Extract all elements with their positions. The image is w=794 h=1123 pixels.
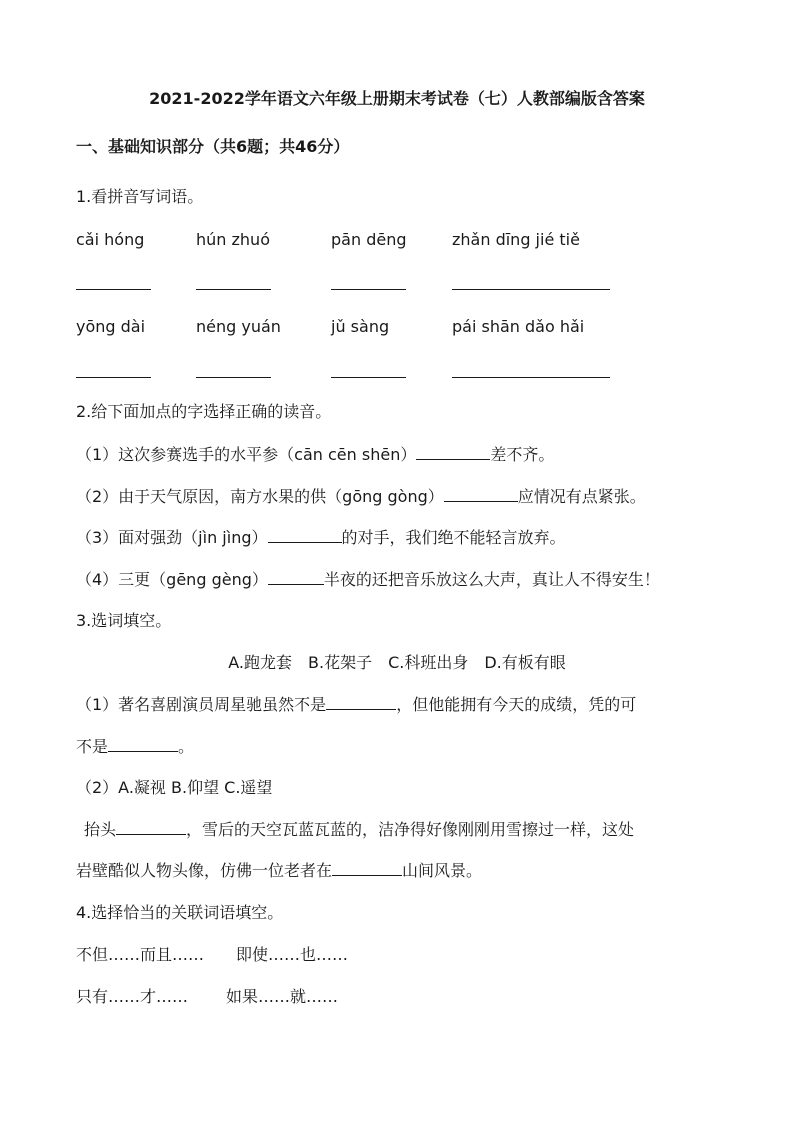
q2-item-4 [76,569,660,591]
q3-item-2-line-2 [76,860,482,882]
q2-item-1-text-a: （1）这次参赛选手的水平参（cān cēn shēn） [76,445,417,464]
pinyin-6: néng yuán [196,317,281,336]
q2-item-1 [76,444,554,466]
q2-item-3-text-b: 的对手，我们绝不能轻言放弃。 [341,528,566,547]
answer-blank-4[interactable] [452,289,610,290]
q2-blank-2[interactable] [444,487,518,502]
pinyin-5: yōng dài [76,317,146,336]
q2-item-4-text-a: （4）三更（gēng gèng） [76,570,268,589]
q4-pair-4: 如果……就…… [226,987,339,1006]
answer-blank-6[interactable] [196,377,271,378]
q3-item-1-line-2 [76,736,194,758]
q2-item-1-text-b: 差不齐。 [490,445,555,464]
q3-item-1-text-d: 。 [178,737,195,756]
q2-item-2 [76,486,646,508]
answer-blank-5[interactable] [76,377,151,378]
pinyin-3: pān dēng [331,230,407,249]
q4-pair-3: 只有……才…… [76,987,189,1006]
q2-item-4-text-b: 半夜的还把音乐放这么大声，真让人不得安生！ [323,570,660,589]
q3-item-1-text-b: ，但他能拥有今天的成绩，凭的可 [396,695,637,714]
q2-item-3-text-a: （3）面对强劲（jìn jìng） [76,528,268,547]
q3-item-1-line-1 [76,694,636,716]
q4-pair-2: 即使……也…… [236,945,349,964]
q2-blank-3[interactable] [268,528,342,543]
q2-item-2-text-a: （2）由于天气原因，南方水果的供（gōng gòng） [76,487,444,506]
q3-item-2-text-a: 抬头 [84,820,117,839]
q3-item-2-header: （2）A.凝视 B.仰望 C.遥望 [76,778,273,797]
q2-blank-4[interactable] [268,570,324,585]
q2-blank-1[interactable] [416,445,490,460]
answer-blank-8[interactable] [452,377,610,378]
answer-blank-7[interactable] [331,377,406,378]
pinyin-1: cǎi hóng [76,230,145,249]
q3-item-1-text-c: 不是 [76,737,109,756]
q4-prompt: 4.选择恰当的关联词语填空。 [76,903,284,922]
page-title: 2021-2022学年语文六年级上册期末考试卷（七）人教部编版含答案 [149,89,645,108]
q3-blank-2[interactable] [108,737,178,752]
q3-item-2-line-1 [84,819,634,841]
q3-item-2-text-d: 山间风景。 [402,861,483,880]
q3-blank-1[interactable] [326,695,396,710]
q1-prompt: 1.看拼音写词语。 [76,187,204,206]
answer-blank-1[interactable] [76,289,151,290]
pinyin-2: hún zhuó [196,230,270,249]
q3-blank-4[interactable] [332,861,402,876]
answer-blank-3[interactable] [331,289,406,290]
q3-options: A.跑龙套 B.花架子 C.科班出身 D.有板有眼 [228,653,566,672]
q2-prompt: 2.给下面加点的字选择正确的读音。 [76,402,332,421]
q2-item-2-text-b: 应情况有点紧张。 [517,487,646,506]
pinyin-8: pái shān dǎo hǎi [452,317,585,336]
q2-item-3 [76,527,566,549]
q3-item-1-text-a: （1）著名喜剧演员周星驰虽然不是 [76,695,327,714]
q3-item-2-text-b: ，雪后的天空瓦蓝瓦蓝的，洁净得好像刚刚用雪擦过一样，这处 [186,820,635,839]
q3-item-2-text-c: 岩壁酷似人物头像，仿佛一位老者在 [76,861,333,880]
pinyin-7: jǔ sàng [331,317,390,336]
pinyin-4: zhǎn dīng jié tiě [452,230,580,249]
q3-blank-3[interactable] [116,820,186,835]
section-heading: 一、基础知识部分（共6题；共46分） [76,137,350,156]
q3-prompt: 3.选词填空。 [76,611,172,630]
answer-blank-2[interactable] [196,289,271,290]
q4-pair-1: 不但……而且…… [76,945,205,964]
